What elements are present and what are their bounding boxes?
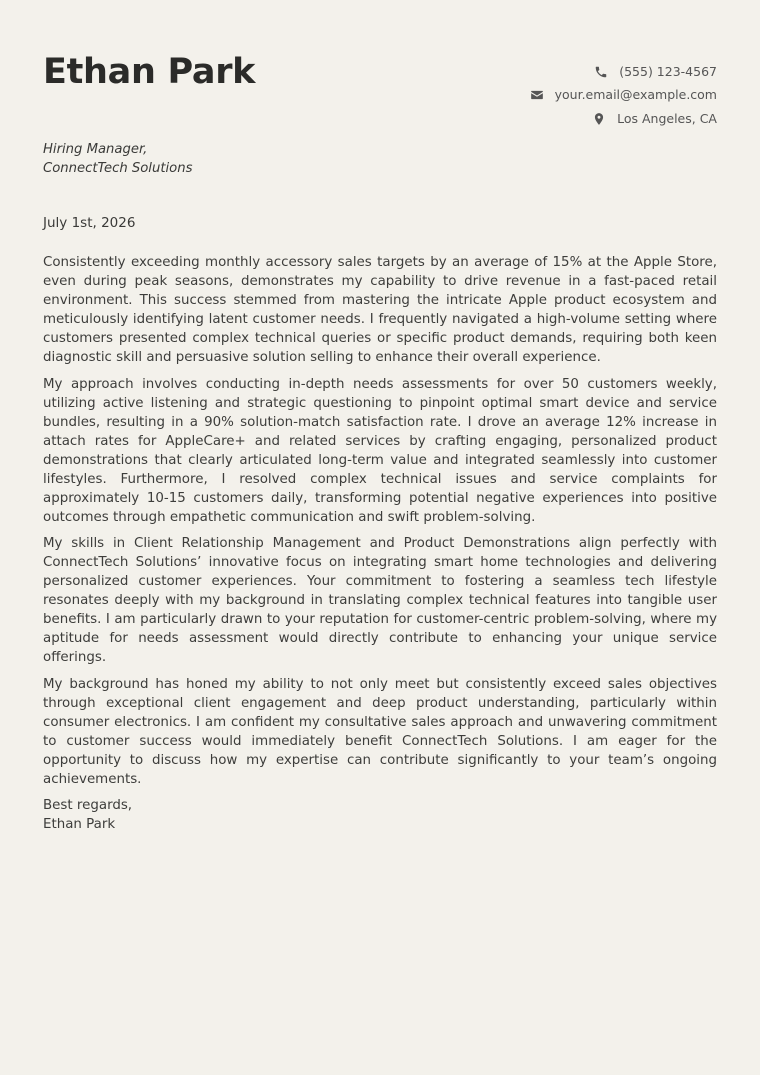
- body-paragraph-1: Consistently exceeding monthly accessory sales targets by an average of 15% at the Apple Store, even during peak seasons, demonstrates my capability to drive revenue in a fast-paced retail environment. This success stemmed from mastering the intricate Apple product ecosystem and meticulously identifying latent customer needs. I frequently navigated a high-volume setting where customers presented complex technical queries or specific product demands, requiring both keen diagnostic skill and persuasive solution selling to enhance their overall experience.: [43, 255, 717, 365]
- contact-email: [530, 84, 717, 108]
- body-paragraph-2: My approach involves conducting in-depth needs assessments for over 50 customers weekly, utilizing active listening and strategic questioning to pinpoint optimal smart device and service bundles, resulting in a 90% solution-match satisfaction rate. I drove an average 12% increase in attach rates for AppleCare+ and related services by crafting engaging, personalized product demonstrations that clearly articulated long-term value and integrated seamlessly into customer lifestyles. Furthermore, I resolved complex technical issues and service complaints for approximately 10-15 customers daily, transforming potential negative experiences into positive outcomes through empathetic communication and swift problem-solving.: [43, 376, 717, 525]
- body-paragraph-3: My skills in Client Relationship Management and Product Demonstrations align perfectly with ConnectTech Solutions’ innovative focus on integrating smart home technologies and delivering personalized customer experiences. Your commitment to fostering a seamless tech lifestyle resonates deeply with my background in translating complex technical features into tangible user benefits. I am particularly drawn to your reputation for customer-centric problem-solving, where my aptitude for needs assessment would directly contribute to enhancing your unique service offerings.: [43, 536, 717, 665]
- letter-date: July 1st, 2026: [43, 215, 136, 231]
- phone-text: (555) 123-4567: [619, 63, 717, 79]
- applicant-name: Ethan Park: [43, 52, 256, 92]
- closing-signature: Ethan Park: [43, 817, 116, 832]
- email-text: your.email@example.com: [554, 87, 717, 103]
- contact-location: [530, 107, 717, 131]
- map-pin-icon: [592, 112, 606, 126]
- closing-salutation: Best regards,: [43, 798, 133, 813]
- contact-phone: [530, 60, 717, 84]
- recipient-company: ConnectTech Solutions: [43, 161, 193, 176]
- recipient-block: [43, 140, 192, 178]
- recipient-title: Hiring Manager,: [43, 142, 148, 157]
- location-text: Los Angeles, CA: [617, 110, 717, 126]
- envelope-icon: [530, 88, 544, 102]
- phone-icon: [594, 65, 608, 79]
- letter-body: [43, 253, 717, 834]
- signoff-block: [43, 796, 717, 834]
- body-paragraph-4: My background has honed my ability to not only meet but consistently exceed sales objectives through exceptional client engagement and deep product understanding, particularly within consumer electronics. I am confident my consultative sales approach and unwavering commitment to customer success would immediately benefit ConnectTech Solutions. I am eager for the opportunity to discuss how my expertise can contribute significantly to your team’s ongoing achievements.: [43, 676, 717, 787]
- contact-block: [530, 60, 717, 131]
